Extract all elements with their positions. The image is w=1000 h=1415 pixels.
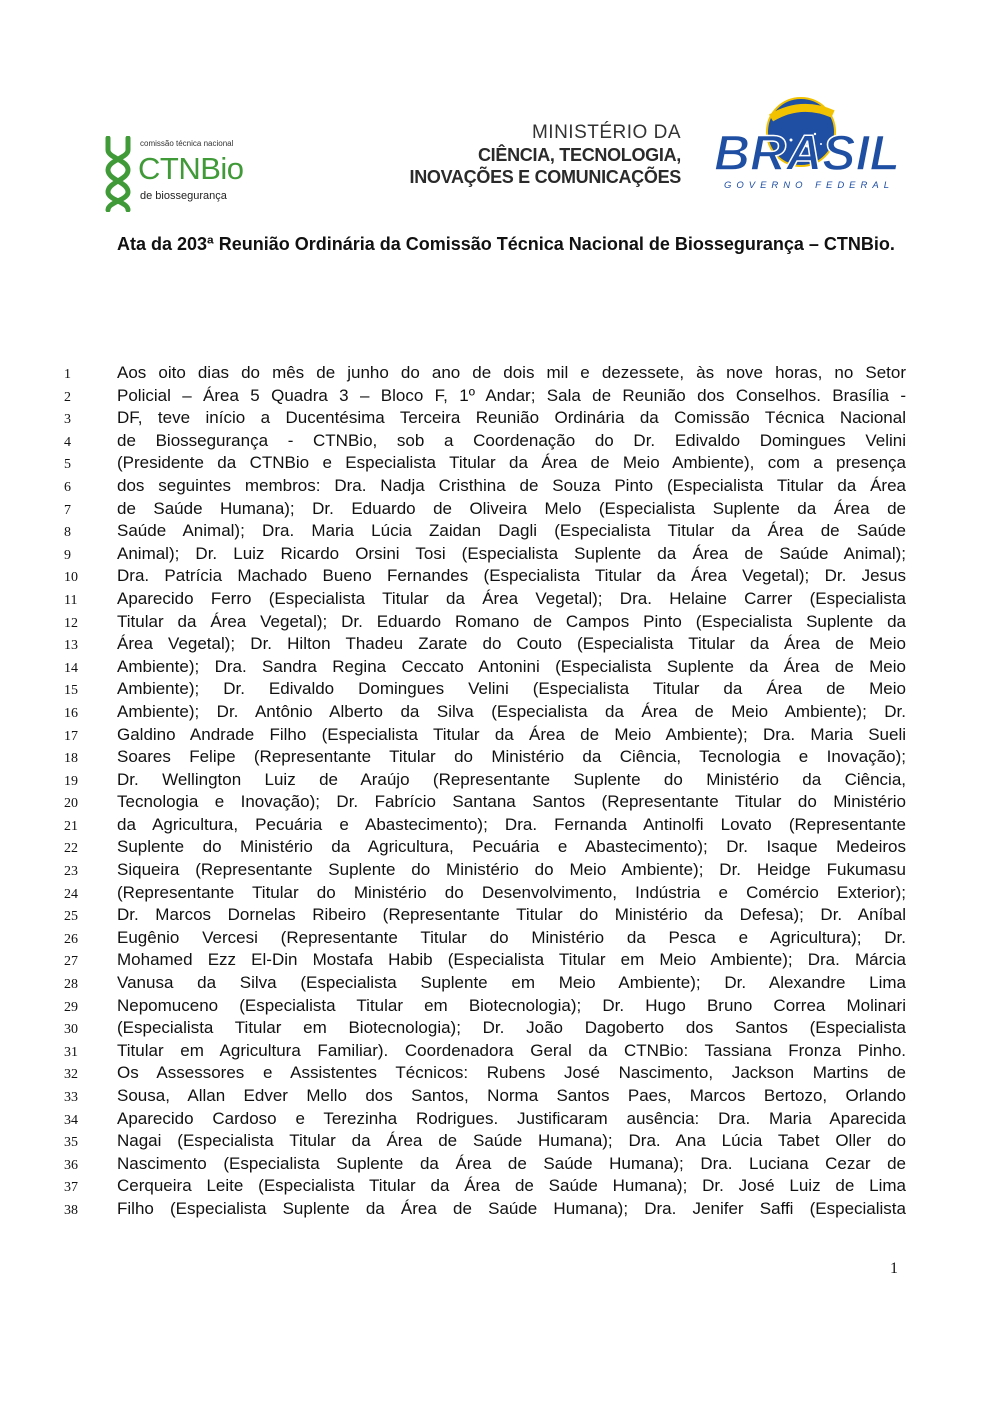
line-number: 32	[64, 1067, 78, 1083]
line-number: 31	[64, 1044, 78, 1060]
line-text: Nagai (Especialista Titular da Área de Saúde Humana); Dra. Ana Lúcia Tabet Oller do	[117, 1131, 906, 1151]
line-text: Animal); Dr. Luiz Ricardo Orsini Tosi (Especialista Suplente da Área de Saúde Animal);	[117, 543, 906, 563]
line-number: 18	[64, 751, 78, 767]
line-text: Cerqueira Leite (Especialista Titular da Área de Saúde Humana); Dr. José Luiz de Lima	[117, 1176, 906, 1196]
document-line	[64, 430, 906, 453]
line-number: 22	[64, 841, 78, 857]
document-line	[64, 904, 906, 927]
document-line	[64, 498, 906, 521]
line-text: Aparecido Ferro (Especialista Titular da Área Vegetal); Dra. Helaine Carrer (Especialista	[117, 588, 906, 608]
document-line	[64, 678, 906, 701]
line-number: 20	[64, 796, 78, 812]
line-text: Ambiente); Dr. Edivaldo Domingues Velini (Especialista Titular da Área de Meio	[117, 679, 906, 699]
line-text: Saúde Animal); Dra. Maria Lúcia Zaidan Dagli (Especialista Titular da Área de Saúde	[117, 521, 906, 541]
document-line	[64, 543, 906, 566]
line-number: 26	[64, 931, 78, 947]
document-line	[64, 814, 906, 837]
line-text: Aparecido Cardoso e Terezinha Rodrigues. Justificaram ausência: Dra. Maria Aparecida	[117, 1108, 906, 1128]
line-text: (Representante Titular do Ministério do Desenvolvimento, Indústria e Comércio Exterior);	[117, 882, 906, 902]
line-text: da Agricultura, Pecuária e Abastecimento); Dra. Fernanda Antinolfi Lovato (Representante	[117, 814, 906, 834]
document-line	[64, 588, 906, 611]
document-line	[64, 746, 906, 769]
line-text: Siqueira (Representante Suplente do Ministério do Meio Ambiente); Dr. Heidge Fukumasu	[117, 860, 906, 880]
ctnbio-logo	[104, 136, 254, 212]
document-line	[64, 995, 906, 1018]
line-text: Dra. Patrícia Machado Bueno Fernandes (Especialista Titular da Área Vegetal); Dr. Jesus	[117, 566, 906, 586]
document-line	[64, 362, 906, 385]
document-line	[64, 859, 906, 882]
line-number: 34	[64, 1112, 78, 1128]
document-line	[64, 882, 906, 905]
line-number: 27	[64, 954, 78, 970]
line-text: DF, teve início a Ducentésima Terceira Reunião Ordinária da Comissão Técnica Nacional	[117, 408, 906, 428]
ctnbio-tagline: comissão técnica nacional	[140, 139, 234, 148]
line-text: Titular em Agricultura Familiar). Coordenadora Geral da CTNBio: Tassiana Fronza Pinho.	[117, 1040, 906, 1060]
line-text: Soares Felipe (Representante Titular do Ministério da Ciência, Tecnologia e Inovação);	[117, 747, 906, 767]
document-line	[64, 927, 906, 950]
document-line	[64, 791, 906, 814]
line-number: 38	[64, 1202, 78, 1218]
line-text: Dr. Wellington Luiz de Araújo (Representante Suplente do Ministério da Ciência,	[117, 769, 906, 789]
line-text: Suplente do Ministério da Agricultura, Pecuária e Abastecimento); Dr. Isaque Medeiros	[117, 837, 906, 857]
line-number: 15	[64, 683, 78, 699]
line-number: 17	[64, 728, 78, 744]
line-text: Sousa, Allan Edver Mello dos Santos, Norma Santos Paes, Marcos Bertozo, Orlando	[117, 1086, 906, 1105]
document-line	[64, 565, 906, 588]
dna-helix-icon	[104, 136, 134, 212]
line-number: 13	[64, 638, 78, 654]
document-line	[64, 1198, 906, 1221]
line-number: 3	[64, 412, 71, 428]
line-number: 29	[64, 999, 78, 1015]
line-number: 12	[64, 615, 78, 631]
line-number: 21	[64, 818, 78, 834]
line-text: Aos oito dias do mês de junho do ano de dois mil e dezessete, às nove horas, no Setor	[117, 363, 906, 382]
line-number: 28	[64, 977, 78, 993]
document-line	[64, 611, 906, 634]
document-line	[64, 949, 906, 972]
line-text: Eugênio Vercesi (Representante Titular do Ministério da Pesca e Agricultura); Dr.	[117, 927, 906, 947]
minutes-body	[64, 362, 906, 1221]
line-text: Titular da Área Vegetal); Dr. Eduardo Romano de Campos Pinto (Especialista Suplente da	[117, 611, 906, 631]
line-number: 37	[64, 1180, 78, 1196]
document-line	[64, 1017, 906, 1040]
document-line	[64, 452, 906, 475]
ministry-logo	[405, 122, 681, 194]
document-line	[64, 1085, 906, 1108]
document-title: Ata da 203ª Reunião Ordinária da Comissão Técnica Nacional de Biossegurança – CTNBio.	[117, 234, 895, 254]
governo-federal-text: GOVERNO FEDERAL	[723, 180, 895, 191]
document-line	[64, 633, 906, 656]
line-number: 30	[64, 1022, 78, 1038]
line-number: 33	[64, 1090, 78, 1105]
document-line	[64, 475, 906, 498]
line-text: Nepomuceno (Especialista Titular em Biotecnologia); Dr. Hugo Bruno Correa Molinari	[117, 995, 906, 1015]
line-number: 19	[64, 773, 78, 789]
line-text: Mohamed Ezz El-Din Mostafa Habib (Especialista Titular em Meio Ambiente); Dra. Márcia	[117, 950, 906, 970]
document-line	[64, 385, 906, 408]
line-text: Área Vegetal); Dr. Hilton Thadeu Zarate do Couto (Especialista Titular da Área de Meio	[117, 634, 906, 654]
line-text: Nascimento (Especialista Suplente da Área de Saúde Humana); Dra. Luciana Cezar de	[117, 1153, 906, 1173]
line-number: 23	[64, 864, 78, 880]
line-text: Tecnologia e Inovação); Dr. Fabrício Santana Santos (Representante Titular do Ministério	[117, 792, 906, 812]
line-number: 8	[64, 525, 71, 541]
ctnbio-subtitle: de biossegurança	[140, 190, 227, 202]
page-number: 1	[890, 1260, 898, 1277]
ministry-line-2: CIÊNCIA, TECNOLOGIA,	[477, 145, 681, 165]
line-number: 16	[64, 705, 78, 721]
line-text: dos seguintes membros: Dra. Nadja Cristhina de Souza Pinto (Especialista Titular da Área	[117, 475, 906, 495]
line-number: 7	[64, 502, 71, 518]
line-text: de Saúde Humana); Dr. Eduardo de Oliveira Melo (Especialista Suplente da Área de	[117, 498, 906, 518]
document-line	[64, 1153, 906, 1176]
line-number: 9	[64, 547, 71, 563]
document-line	[64, 656, 906, 679]
ministry-line-1: MINISTÉRIO DA	[531, 122, 681, 143]
line-number: 24	[64, 886, 78, 902]
document-line	[64, 1062, 906, 1085]
document-line	[64, 836, 906, 859]
line-text: Filho (Especialista Suplente da Área de Saúde Humana); Dra. Jenifer Saffi (Especialista	[117, 1198, 906, 1218]
line-text: de Biossegurança - CTNBio, sob a Coordenação do Dr. Edivaldo Domingues Velini	[117, 430, 906, 450]
line-number: 25	[64, 909, 78, 925]
line-number: 11	[64, 592, 78, 608]
line-number: 1	[64, 367, 71, 382]
document-line	[64, 701, 906, 724]
document-line	[64, 1108, 906, 1131]
line-text: Ambiente); Dr. Antônio Alberto da Silva (Especialista da Área de Meio Ambiente); Dr.	[117, 701, 906, 721]
line-number: 36	[64, 1157, 78, 1173]
document-line	[64, 1130, 906, 1153]
ctnbio-name: CTNBio	[138, 151, 244, 186]
line-text: (Presidente da CTNBio e Especialista Titular da Área de Meio Ambiente), com a presença	[117, 453, 906, 473]
line-text: Ambiente); Dra. Sandra Regina Ceccato Antonini (Especialista Suplente da Área de Meio	[117, 656, 906, 676]
line-number: 4	[64, 434, 71, 450]
line-number: 2	[64, 389, 71, 405]
document-line	[64, 520, 906, 543]
line-number: 14	[64, 660, 78, 676]
brasil-governo-federal-logo	[703, 88, 911, 192]
document-line	[64, 769, 906, 792]
document-line	[64, 1040, 906, 1063]
line-text: (Especialista Titular em Biotecnologia); Dr. João Dagoberto dos Santos (Especialista	[117, 1018, 906, 1038]
line-number: 5	[64, 457, 71, 473]
line-text: Os Assessores e Assistentes Técnicos: Rubens José Nascimento, Jackson Martins de	[117, 1063, 906, 1083]
document-line	[64, 972, 906, 995]
line-text: Policial – Área 5 Quadra 3 – Bloco F, 1º Andar; Sala de Reunião dos Conselhos. Brasília -	[117, 385, 906, 405]
ministry-line-3: INOVAÇÕES E COMUNICAÇÕES	[409, 167, 681, 187]
line-text: Galdino Andrade Filho (Especialista Titular da Área de Meio Ambiente); Dra. Maria Sueli	[117, 724, 906, 744]
line-text: Dr. Marcos Dornelas Ribeiro (Representante Titular do Ministério da Defesa); Dr. Aníbal	[117, 905, 906, 925]
line-number: 10	[64, 570, 78, 586]
document-line	[64, 724, 906, 747]
document-line	[64, 1175, 906, 1198]
line-text: Vanusa da Silva (Especialista Suplente em Meio Ambiente); Dr. Alexandre Lima	[117, 973, 906, 993]
line-number: 6	[64, 479, 71, 495]
document-line	[64, 407, 906, 430]
line-number: 35	[64, 1135, 78, 1151]
brasil-wordmark: BRASIL	[713, 125, 901, 181]
